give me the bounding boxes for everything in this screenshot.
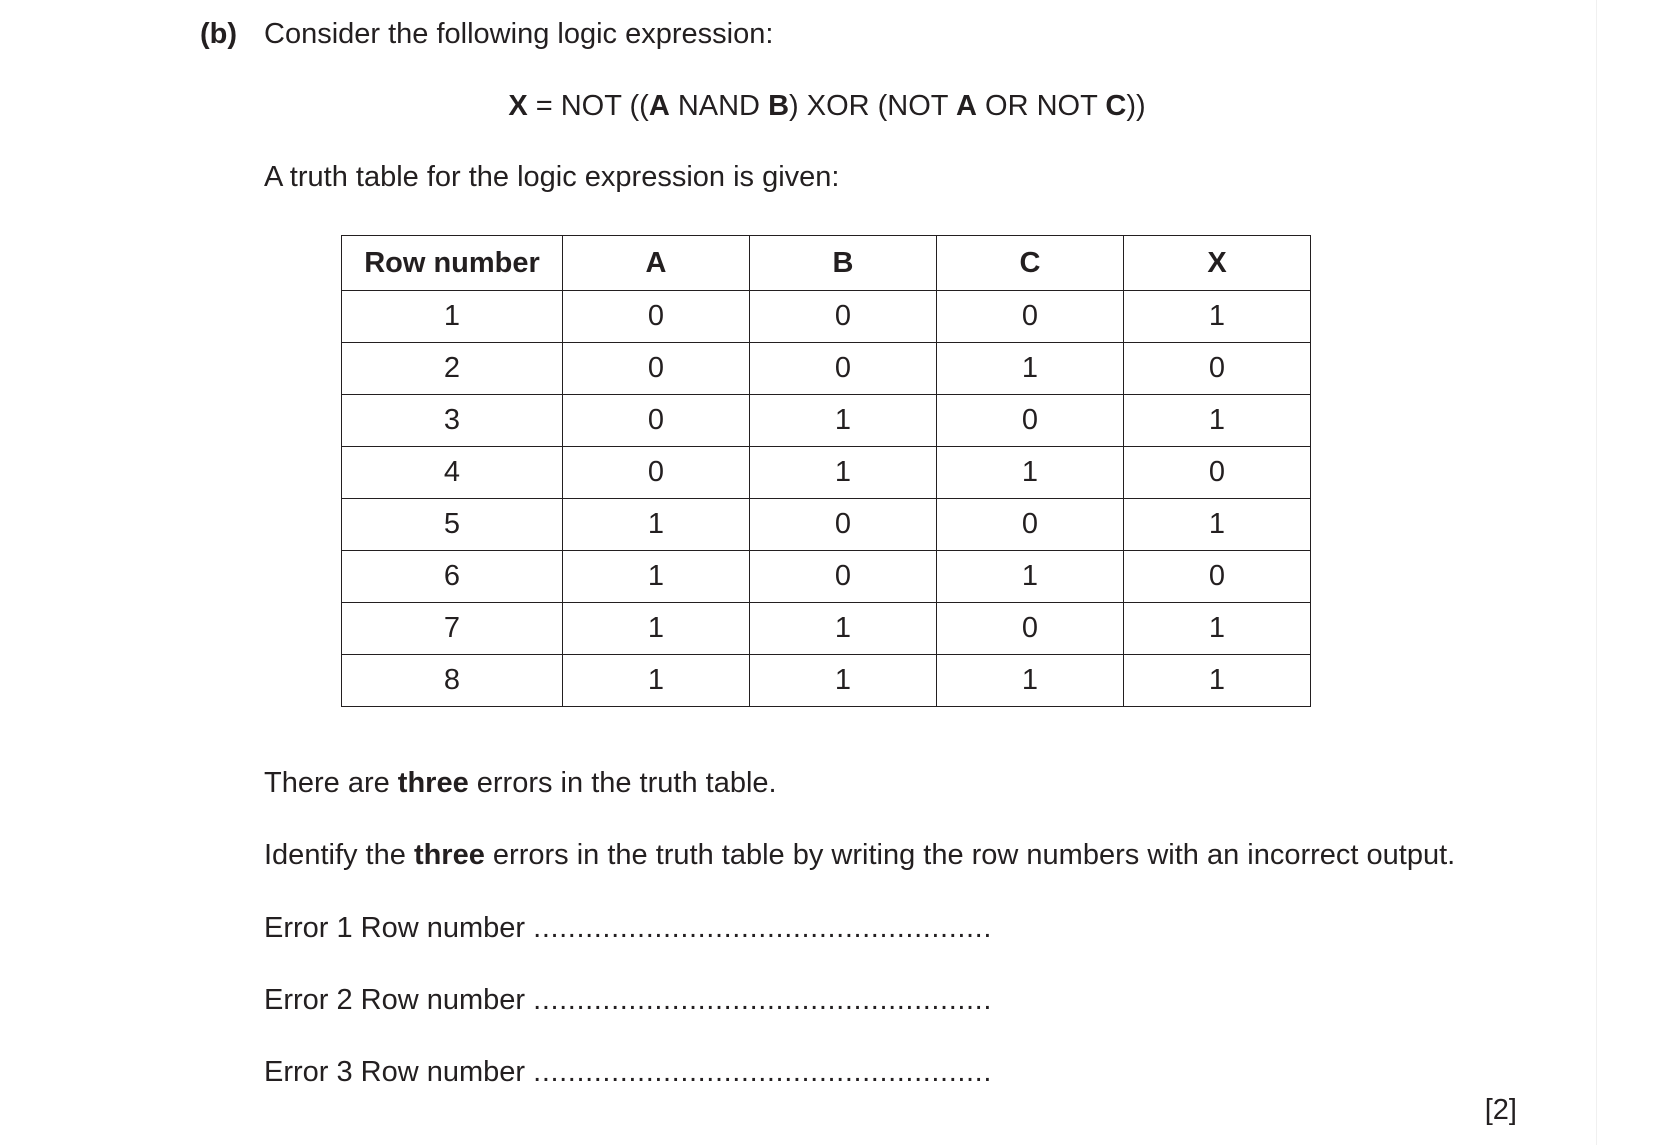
instruction-after: errors in the truth table by writing the row numbers with an incorrect output.: [484, 839, 1456, 871]
expression-part: A: [648, 90, 670, 122]
cell-x: 0: [1124, 447, 1311, 499]
cell-a: 1: [563, 499, 750, 551]
header-c: C: [937, 236, 1124, 291]
errors-statement-bold: three: [397, 767, 469, 799]
cell-c: 1: [937, 343, 1124, 395]
cell-row-number: 3: [342, 395, 563, 447]
cell-a: 0: [563, 447, 750, 499]
cell-b: 1: [750, 655, 937, 707]
expression-part: X: [508, 90, 528, 122]
instruction: [264, 838, 1455, 872]
expression-part: A: [956, 90, 977, 122]
header-row-number: Row number: [342, 236, 563, 291]
cell-row-number: 6: [342, 551, 563, 603]
cell-a: 1: [563, 655, 750, 707]
table-row: [342, 655, 1311, 707]
table-intro: A truth table for the logic expression is given:: [264, 161, 840, 193]
cell-row-number: 4: [342, 447, 563, 499]
error-2-answer-field[interactable]: .....................................................: [533, 984, 992, 1016]
errors-statement: [264, 766, 777, 800]
cell-a: 0: [563, 343, 750, 395]
question-intro: Consider the following logic expression:: [264, 18, 774, 50]
expression-part: ) XOR (NOT: [789, 90, 957, 122]
cell-c: 0: [937, 499, 1124, 551]
cell-b: 0: [750, 343, 937, 395]
cell-b: 0: [750, 291, 937, 343]
error-3-answer-line: [264, 1055, 992, 1089]
cell-c: 1: [937, 655, 1124, 707]
expression-part: OR NOT: [977, 90, 1106, 122]
cell-x: 0: [1124, 343, 1311, 395]
error-1-answer-field[interactable]: .....................................................: [533, 912, 992, 944]
cell-b: 1: [750, 447, 937, 499]
table-row: [342, 395, 1311, 447]
errors-statement-after: errors in the truth table.: [468, 767, 777, 799]
cell-x: 1: [1124, 655, 1311, 707]
table-header-row: [342, 236, 1311, 291]
errors-statement-before: There are: [264, 767, 398, 799]
part-label: (b): [200, 18, 238, 50]
page-edge: [1596, 0, 1597, 1145]
error-2-answer-line: [264, 983, 992, 1017]
table-row: [342, 551, 1311, 603]
header-b: B: [750, 236, 937, 291]
table-row: [342, 343, 1311, 395]
cell-c: 0: [937, 395, 1124, 447]
cell-a: 1: [563, 551, 750, 603]
error-2-label: Error 2 Row number: [264, 984, 526, 1016]
cell-x: 0: [1124, 551, 1311, 603]
expression-part: B: [768, 90, 790, 122]
error-3-answer-field[interactable]: .....................................................: [533, 1056, 992, 1088]
cell-x: 1: [1124, 603, 1311, 655]
cell-row-number: 7: [342, 603, 563, 655]
cell-c: 1: [937, 447, 1124, 499]
expression-part: C: [1105, 90, 1127, 122]
error-3-label: Error 3 Row number: [264, 1056, 526, 1088]
cell-a: 0: [563, 291, 750, 343]
cell-b: 1: [750, 395, 937, 447]
cell-b: 0: [750, 551, 937, 603]
cell-row-number: 8: [342, 655, 563, 707]
instruction-bold: three: [413, 839, 485, 871]
cell-row-number: 1: [342, 291, 563, 343]
cell-x: 1: [1124, 499, 1311, 551]
cell-row-number: 2: [342, 343, 563, 395]
logic-expression: [0, 89, 1654, 123]
cell-row-number: 5: [342, 499, 563, 551]
header-x: X: [1124, 236, 1311, 291]
cell-x: 1: [1124, 291, 1311, 343]
cell-a: 1: [563, 603, 750, 655]
cell-c: 0: [937, 603, 1124, 655]
cell-b: 0: [750, 499, 937, 551]
header-a: A: [563, 236, 750, 291]
table-row: [342, 499, 1311, 551]
table-row: [342, 447, 1311, 499]
cell-x: 1: [1124, 395, 1311, 447]
truth-table: [341, 235, 1311, 707]
expression-part: = NOT ((: [527, 90, 649, 122]
marks-allocation: [2]: [1484, 1094, 1517, 1126]
cell-c: 0: [937, 291, 1124, 343]
cell-a: 0: [563, 395, 750, 447]
expression-part: )): [1126, 90, 1146, 122]
error-1-label: Error 1 Row number: [264, 912, 526, 944]
cell-b: 1: [750, 603, 937, 655]
expression-part: NAND: [669, 90, 769, 122]
instruction-before: Identify the: [264, 839, 414, 871]
cell-c: 1: [937, 551, 1124, 603]
table-row: [342, 603, 1311, 655]
table-row: [342, 291, 1311, 343]
error-1-answer-line: [264, 911, 992, 945]
